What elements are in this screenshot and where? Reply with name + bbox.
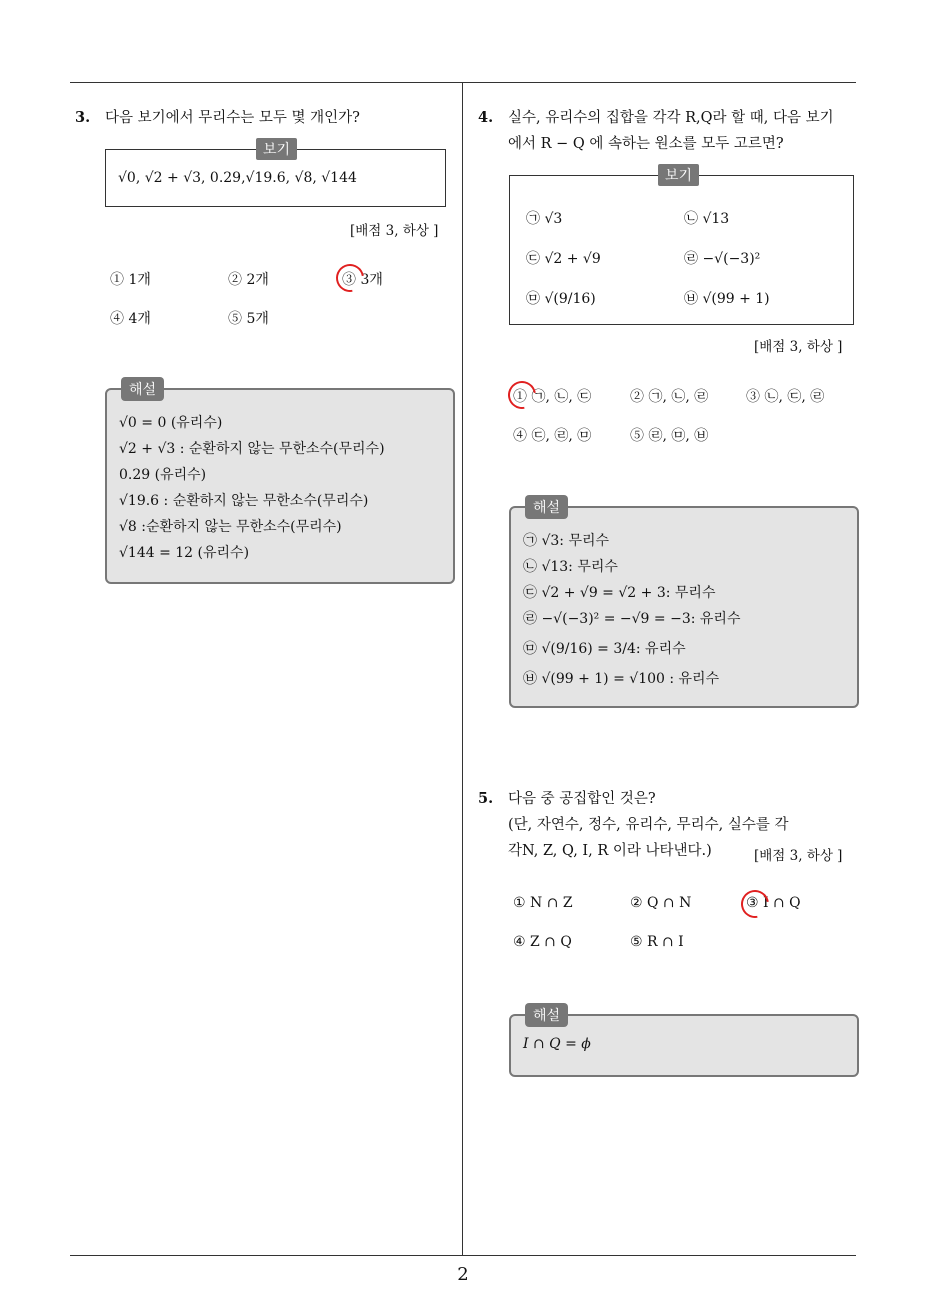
solution-line: ㉢ √2 + √9 = √2 + 3: 무리수 — [523, 585, 716, 601]
choice-3[interactable]: ③ ㉡, ㉢, ㉣ — [746, 389, 825, 405]
score-label: [배점 3, 하상 ] — [754, 339, 843, 355]
bogi-item: ㉡ √13 — [684, 211, 730, 227]
question-4 — [478, 105, 858, 157]
answer-mark-circle — [331, 259, 370, 298]
bogi-item: ㉢ √2 + √9 — [526, 251, 601, 267]
solution-line: 0.29 (유리수) — [119, 467, 207, 483]
solution-label: 해설 — [121, 377, 164, 401]
question-text-line2: (단, 자연수, 정수, 유리수, 무리수, 실수를 각 — [508, 817, 789, 833]
solution-box — [509, 1008, 859, 1077]
bogi-label: 보기 — [256, 138, 297, 160]
choice-4[interactable]: ④ Z ∩ Q — [513, 934, 572, 950]
answer-mark-circle — [503, 376, 542, 415]
question-number: 3. — [75, 109, 91, 126]
page-number: 2 — [457, 1264, 469, 1285]
solution-line: √2 + √3 : 순환하지 않는 무한소수(무리수) — [119, 441, 385, 457]
bogi-item: ㉥ √(99 + 1) — [684, 291, 770, 307]
question-3 — [75, 105, 360, 131]
solution-line: √0 = 0 (유리수) — [119, 415, 223, 431]
score-label: [배점 3, 하상 ] — [350, 223, 439, 239]
choice-4[interactable]: ④ 4개 — [110, 311, 151, 327]
choice-4[interactable]: ④ ㉢, ㉣, ㉤ — [513, 428, 592, 444]
bogi-box — [105, 142, 446, 207]
solution-line: ㉡ √13: 무리수 — [523, 559, 618, 575]
choice-1[interactable]: ① N ∩ Z — [513, 895, 573, 911]
choice-5[interactable]: ⑤ ㉣, ㉤, ㉥ — [630, 428, 709, 444]
bogi-item: ㉣ −√(−3)² — [684, 251, 761, 267]
bogi-box — [509, 168, 854, 325]
solution-line: ㉤ √(9/16) = 3/4: 유리수 — [523, 641, 686, 657]
question-text: 실수, 유리수의 집합을 각각 R,Q라 할 때, 다음 보기 — [508, 110, 834, 126]
question-text: 다음 보기에서 무리수는 모두 몇 개인가? — [105, 110, 360, 126]
choice-2[interactable]: ② 2개 — [228, 272, 269, 288]
bottom-rule — [70, 1255, 856, 1256]
choice-2[interactable]: ② Q ∩ N — [630, 895, 692, 911]
solution-line: ㉥ √(99 + 1) = √100 : 유리수 — [523, 671, 720, 687]
bogi-item: ㉤ √(9/16) — [526, 291, 596, 307]
solution-box — [105, 382, 455, 584]
solution-line: √8 :순환하지 않는 무한소수(무리수) — [119, 519, 342, 535]
bogi-item: ㉠ √3 — [526, 211, 563, 227]
solution-line: √144 = 12 (유리수) — [119, 545, 250, 561]
choice-2[interactable]: ② ㉠, ㉡, ㉣ — [630, 389, 709, 405]
bogi-content: √0, √2 + √3, 0.29,√19.6, √8, √144 — [118, 170, 357, 186]
solution-label: 해설 — [525, 1003, 568, 1027]
choice-3[interactable]: ③ I ∩ Q — [746, 895, 801, 911]
score-label: [배점 3, 하상 ] — [754, 848, 843, 864]
choice-1[interactable]: ① 1개 — [110, 272, 151, 288]
question-text: 다음 중 공집합인 것은? — [508, 791, 656, 807]
question-number: 4. — [478, 109, 494, 126]
column-divider — [462, 82, 463, 1255]
choice-3[interactable]: ③ 3개 — [342, 272, 383, 288]
solution-box — [509, 500, 859, 708]
top-rule — [70, 82, 856, 83]
question-number: 5. — [478, 790, 494, 807]
solution-line: I ∩ Q = ϕ — [523, 1036, 591, 1052]
choice-5[interactable]: ⑤ R ∩ I — [630, 934, 684, 950]
solution-label: 해설 — [525, 495, 568, 519]
question-text-line2: 에서 R − Q 에 속하는 원소를 모두 고르면? — [508, 136, 784, 152]
solution-line: ㉣ −√(−3)² = −√9 = −3: 유리수 — [523, 611, 741, 627]
choice-1[interactable]: ① ㉠, ㉡, ㉢ — [513, 389, 592, 405]
solution-line: √19.6 : 순환하지 않는 무한소수(무리수) — [119, 493, 369, 509]
choice-5[interactable]: ⑤ 5개 — [228, 311, 269, 327]
bogi-label: 보기 — [658, 164, 699, 186]
answer-mark-circle — [736, 885, 775, 924]
question-text-line3: 각N, Z, Q, I, R 이라 나타낸다.) — [508, 843, 712, 859]
solution-line: ㉠ √3: 무리수 — [523, 533, 610, 549]
